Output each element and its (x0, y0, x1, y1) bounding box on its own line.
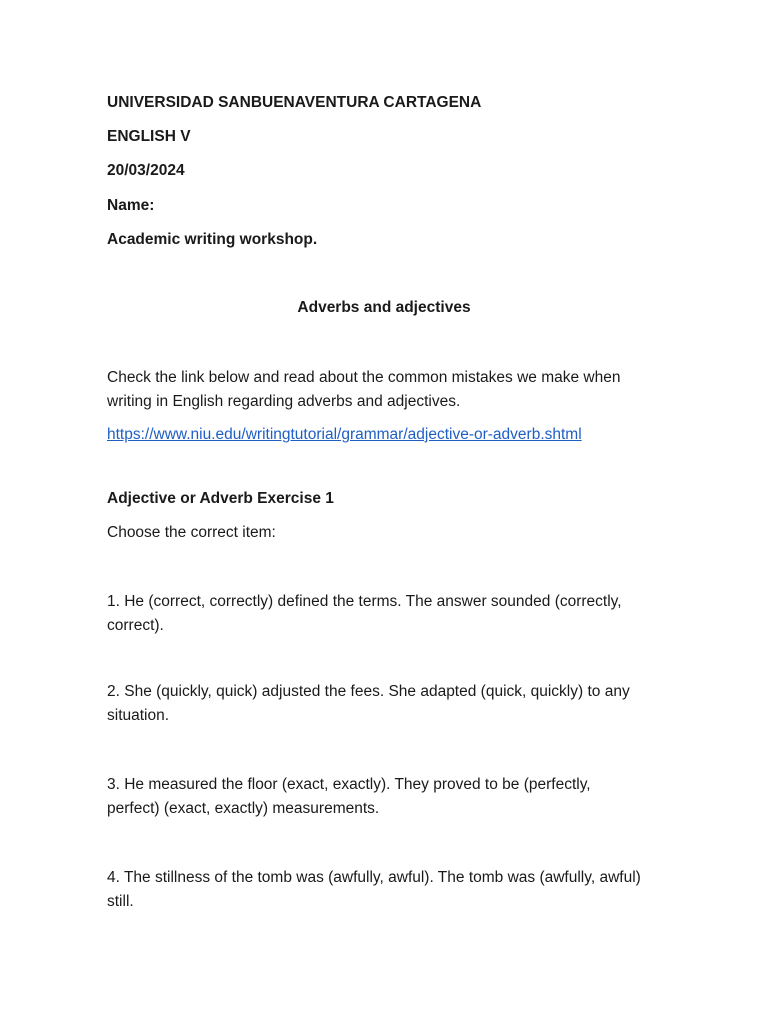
exercise-item-4: 4. The stillness of the tomb was (awfully, awful). The tomb was (awfully, awful) still. (107, 869, 641, 910)
intro-paragraph: Check the link below and read about the common mistakes we make when writing in English regarding adverbs and adjectives. (107, 369, 621, 410)
workshop-title: Academic writing workshop. (107, 231, 318, 248)
exercise-item-2: 2. She (quickly, quick) adjusted the fees. She adapted (quick, quickly) to any situation. (107, 683, 630, 724)
document-date: 20/03/2024 (107, 162, 185, 179)
page-title: Adverbs and adjectives (297, 299, 471, 316)
exercise-heading: Adjective or Adverb Exercise 1 (107, 490, 334, 507)
university-name: UNIVERSIDAD SANBUENAVENTURA CARTAGENA (107, 94, 482, 111)
exercise-instruction: Choose the correct item: (107, 524, 276, 541)
name-label: Name: (107, 197, 155, 214)
tutorial-link[interactable]: https://www.niu.edu/writingtutorial/grammar/adjective-or-adverb.shtml (107, 426, 582, 443)
course-name: ENGLISH V (107, 128, 191, 145)
exercise-item-3: 3. He measured the floor (exact, exactly). They proved to be (perfectly, perfect) (exact, exactly) measurements. (107, 776, 591, 817)
exercise-item-1: 1. He (correct, correctly) defined the terms. The answer sounded (correctly, correct). (107, 593, 622, 634)
